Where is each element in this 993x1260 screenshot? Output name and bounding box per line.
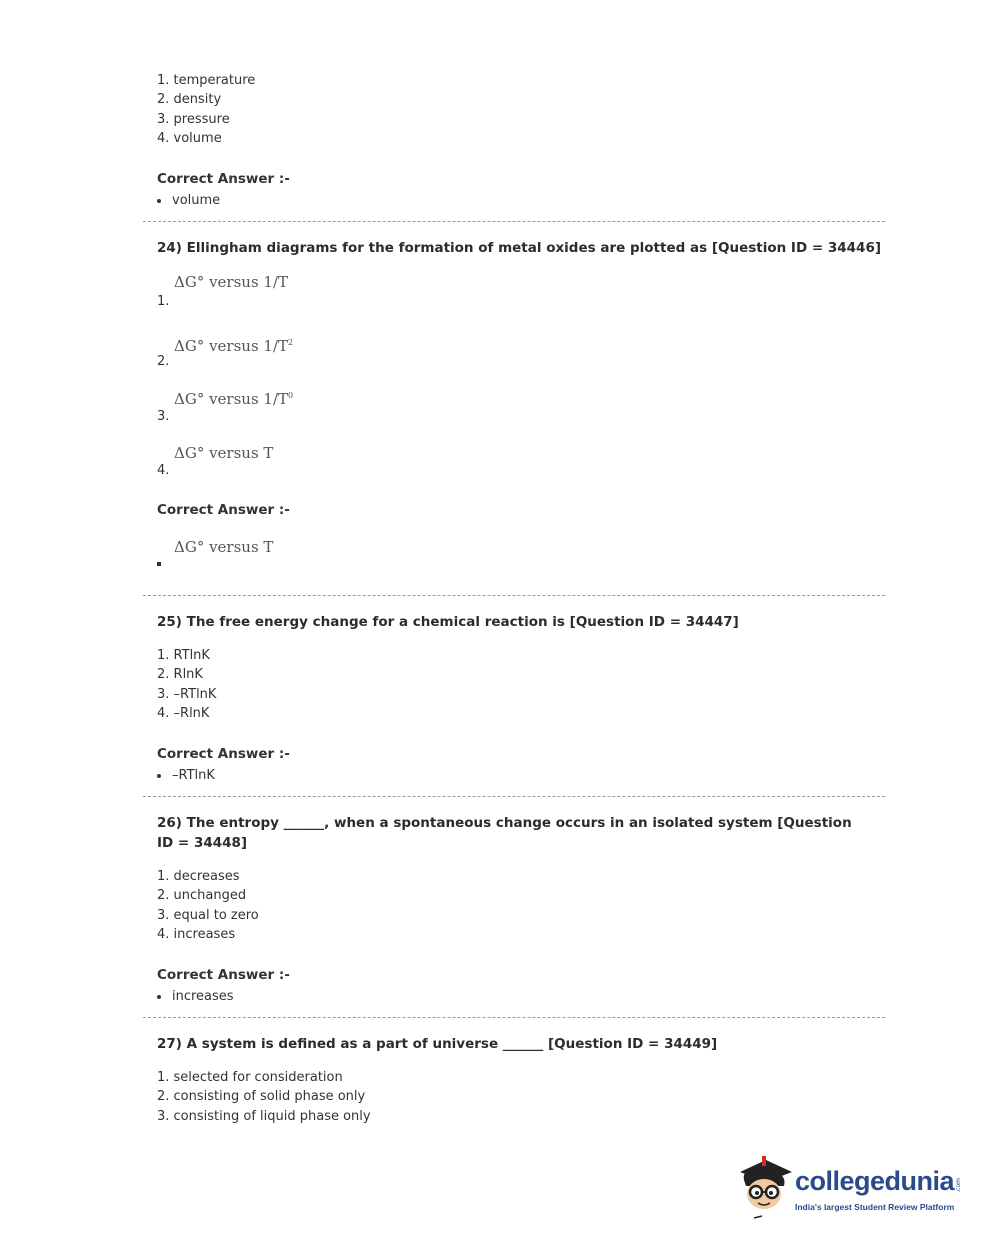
q24-option-1-number: 1. bbox=[157, 294, 170, 309]
q24-option-4-formula bbox=[174, 444, 273, 462]
q23-option-1: 1. temperature bbox=[157, 73, 256, 88]
q23-option-2: 2. density bbox=[157, 92, 222, 107]
q27-option-3: 3. consisting of liquid phase only bbox=[157, 1109, 371, 1124]
q24-option-4-text: ΔG° versus T bbox=[174, 444, 274, 462]
bullet-icon bbox=[157, 774, 161, 778]
q24-option-3-formula bbox=[174, 390, 293, 408]
q26-correct-answer-label: Correct Answer :- bbox=[157, 967, 290, 983]
q23-option-3: 3. pressure bbox=[157, 112, 230, 127]
q26-option-1: 1. decreases bbox=[157, 869, 240, 884]
q23-correct-answer-label: Correct Answer :- bbox=[157, 171, 290, 187]
q26-option-2: 2. unchanged bbox=[157, 888, 247, 903]
bullet-icon bbox=[157, 199, 161, 203]
q24-option-2-number: 2. bbox=[157, 354, 170, 369]
q24-option-2-exponent: 2 bbox=[288, 338, 294, 347]
q25-option-3: 3. –RTlnK bbox=[157, 687, 217, 702]
q25-correct-answer-label: Correct Answer :- bbox=[157, 746, 290, 762]
q24-question: 24) Ellingham diagrams for the formation of metal oxides are plotted as [Question ID = 34446] bbox=[157, 240, 882, 256]
q24-option-3-number: 3. bbox=[157, 409, 170, 424]
separator bbox=[143, 595, 885, 596]
q24-option-4-number: 4. bbox=[157, 463, 170, 478]
separator bbox=[143, 1017, 885, 1018]
q24-option-3-text: ΔG° versus 1/T bbox=[174, 390, 289, 408]
q24-option-1-formula bbox=[174, 273, 288, 291]
q24-option-3-exponent: 0 bbox=[288, 391, 294, 400]
logo-wordmark: collegedunia bbox=[795, 1166, 955, 1196]
separator bbox=[143, 796, 885, 797]
q23-answer bbox=[157, 193, 220, 208]
q24-option-2-text: ΔG° versus 1/T bbox=[174, 337, 289, 355]
separator bbox=[143, 221, 885, 222]
q25-option-1: 1. RTlnK bbox=[157, 648, 210, 663]
q26-option-3: 3. equal to zero bbox=[157, 908, 259, 923]
logo-tagline: India's largest Student Review Platform bbox=[795, 1202, 955, 1212]
q27-option-1: 1. selected for consideration bbox=[157, 1070, 343, 1085]
q26-answer bbox=[157, 989, 234, 1004]
q23-option-4: 4. volume bbox=[157, 131, 222, 146]
q25-answer-text: –RTlnK bbox=[172, 768, 215, 783]
q25-answer bbox=[157, 768, 215, 783]
logo-suffix: .com bbox=[955, 1178, 962, 1193]
collegedunia-logo[interactable] bbox=[736, 1152, 966, 1220]
q24-option-2-formula bbox=[174, 337, 293, 355]
bullet-icon bbox=[157, 995, 161, 999]
q26-option-4: 4. increases bbox=[157, 927, 236, 942]
q24-correct-answer-label: Correct Answer :- bbox=[157, 502, 290, 518]
q23-answer-text: volume bbox=[172, 193, 221, 208]
q27-question: 27) A system is defined as a part of universe ______ [Question ID = 34449] bbox=[157, 1036, 718, 1052]
q24-answer-formula: ΔG° versus T bbox=[174, 538, 274, 556]
bullet-icon bbox=[157, 562, 161, 566]
q25-question: 25) The free energy change for a chemical reaction is [Question ID = 34447] bbox=[157, 614, 739, 630]
q26-question: 26) The entropy ______, when a spontaneous change occurs in an isolated system [Question ID = 34448] bbox=[157, 815, 852, 851]
mascot-icon bbox=[736, 1152, 794, 1220]
q24-option-1-text: ΔG° versus 1/T bbox=[174, 273, 289, 291]
q25-option-2: 2. RlnK bbox=[157, 667, 203, 682]
q25-option-4: 4. –RlnK bbox=[157, 706, 210, 721]
q26-answer-text: increases bbox=[172, 989, 234, 1004]
q27-option-2: 2. consisting of solid phase only bbox=[157, 1089, 366, 1104]
